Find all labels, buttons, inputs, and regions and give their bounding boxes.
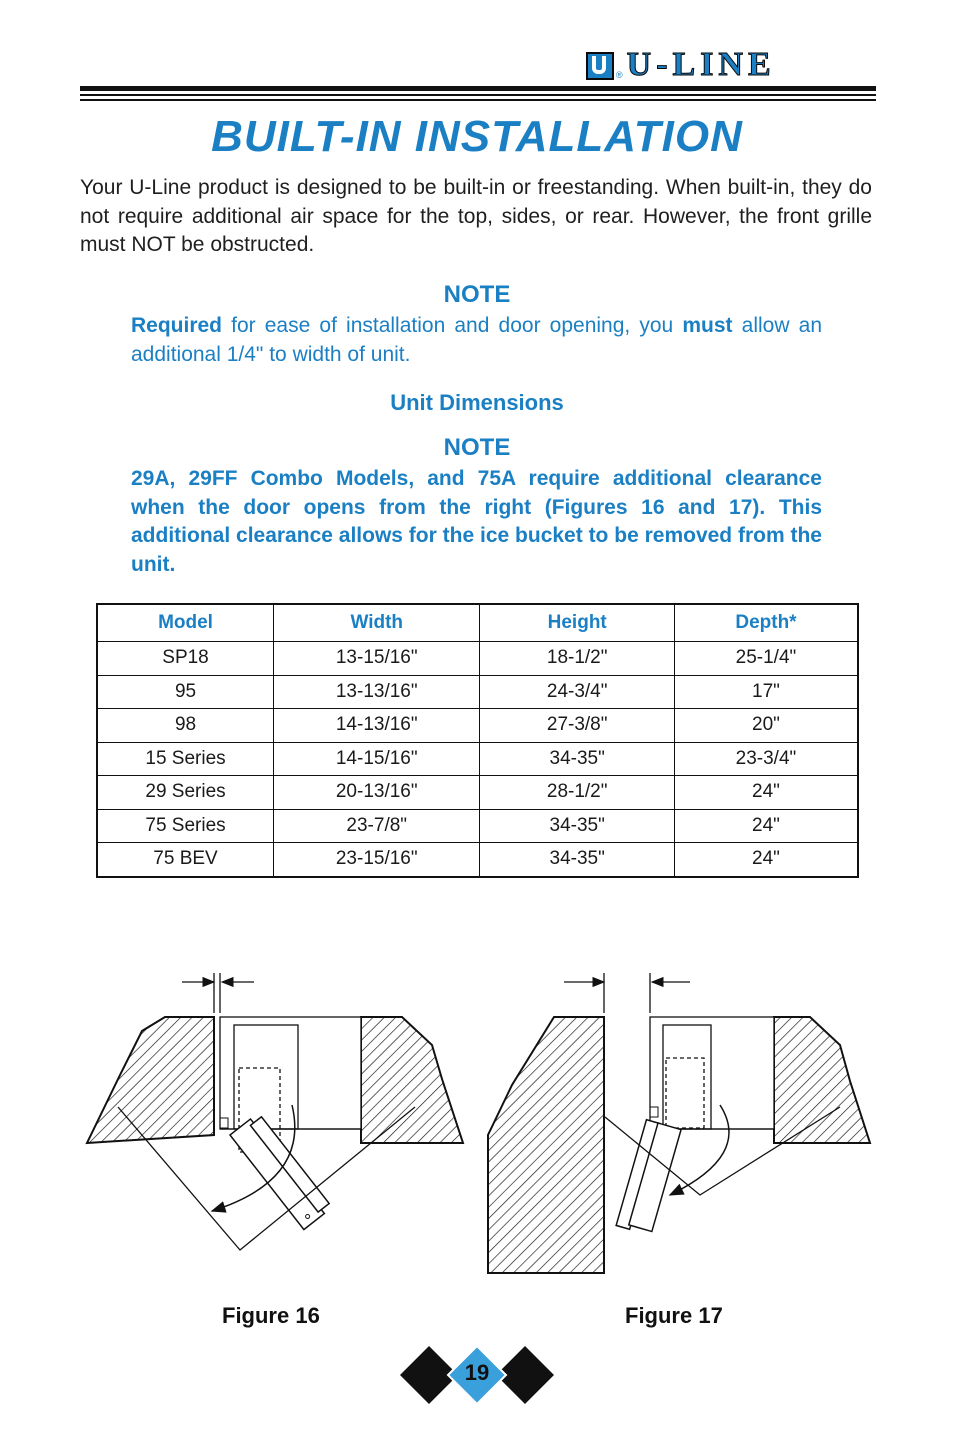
table-row bbox=[97, 675, 858, 709]
table-row bbox=[97, 642, 858, 676]
note-heading: NOTE bbox=[443, 281, 511, 308]
column-header-width: Width bbox=[274, 604, 480, 642]
cell-height: 27-3/8" bbox=[480, 709, 674, 743]
cell-model: SP18 bbox=[97, 642, 274, 676]
cell-height: 18-1/2" bbox=[480, 642, 674, 676]
installation-figures bbox=[80, 965, 880, 1285]
cell-height: 34-35" bbox=[480, 843, 674, 877]
unit-dimensions-heading: Unit Dimensions bbox=[390, 390, 564, 415]
cell-width: 20-13/16" bbox=[274, 776, 480, 810]
note-bold-must: must bbox=[682, 314, 733, 337]
cell-depth: 24" bbox=[674, 809, 858, 843]
figure-17-drawing bbox=[488, 973, 870, 1273]
u-line-logo-icon bbox=[586, 52, 614, 80]
page-title: BUILT-IN INSTALLATION bbox=[211, 112, 743, 161]
table-row bbox=[97, 742, 858, 776]
header-rule bbox=[80, 86, 876, 91]
cell-model: 98 bbox=[97, 709, 274, 743]
brand-name: U-LINE bbox=[626, 46, 776, 83]
unit-dimensions-table bbox=[96, 603, 859, 878]
figure-16-caption: Figure 16 bbox=[222, 1303, 320, 1328]
cell-depth: 17" bbox=[674, 675, 858, 709]
figure-17-caption: Figure 17 bbox=[625, 1303, 723, 1328]
cell-height: 24-3/4" bbox=[480, 675, 674, 709]
note-text: allow an additional 1/4" to width of unit. bbox=[131, 314, 822, 366]
cell-depth: 23-3/4" bbox=[674, 742, 858, 776]
note-heading: NOTE bbox=[443, 434, 511, 461]
cell-height: 34-35" bbox=[480, 809, 674, 843]
note-text: for ease of installation and door opening, you bbox=[222, 314, 683, 337]
table-row bbox=[97, 709, 858, 743]
note-clearance-text: 29A, 29FF Combo Models, and 75A require additional clearance when the door opens from the right (Figures 16 and 17). This additional clearance allows for the ice bucket to be removed from the unit. bbox=[131, 467, 822, 576]
brand-logo bbox=[586, 44, 776, 83]
intro-paragraph: Your U-Line product is designed to be built-in or freestanding. When built-in, they do not require additional air space for the top, sides, or rear. However, the front grille must NOT be obstructed. bbox=[80, 176, 872, 256]
cell-model: 75 Series bbox=[97, 809, 274, 843]
column-header-model: Model bbox=[97, 604, 274, 642]
page-number: 19 bbox=[464, 1360, 490, 1385]
cell-depth: 25-1/4" bbox=[674, 642, 858, 676]
cell-model: 15 Series bbox=[97, 742, 274, 776]
cell-width: 14-15/16" bbox=[274, 742, 480, 776]
table-row bbox=[97, 809, 858, 843]
header-rule-thin bbox=[80, 94, 876, 96]
note-required-text bbox=[131, 312, 822, 369]
table-row bbox=[97, 843, 858, 877]
note-bold-required: Required bbox=[131, 314, 223, 337]
cell-depth: 24" bbox=[674, 776, 858, 810]
cell-depth: 24" bbox=[674, 843, 858, 877]
header-rule-thin bbox=[80, 99, 876, 101]
figure-16-drawing bbox=[87, 973, 463, 1250]
cell-model: 29 Series bbox=[97, 776, 274, 810]
cell-model: 95 bbox=[97, 675, 274, 709]
cell-height: 28-1/2" bbox=[480, 776, 674, 810]
cell-depth: 20" bbox=[674, 709, 858, 743]
registered-mark: ® bbox=[616, 70, 623, 80]
cell-width: 23-15/16" bbox=[274, 843, 480, 877]
table-header-row bbox=[97, 604, 858, 642]
column-header-depth: Depth* bbox=[674, 604, 858, 642]
column-header-height: Height bbox=[480, 604, 674, 642]
cell-height: 34-35" bbox=[480, 742, 674, 776]
cell-width: 23-7/8" bbox=[274, 809, 480, 843]
cell-width: 13-13/16" bbox=[274, 675, 480, 709]
cell-width: 13-15/16" bbox=[274, 642, 480, 676]
cell-width: 14-13/16" bbox=[274, 709, 480, 743]
table-row bbox=[97, 776, 858, 810]
cell-model: 75 BEV bbox=[97, 843, 274, 877]
